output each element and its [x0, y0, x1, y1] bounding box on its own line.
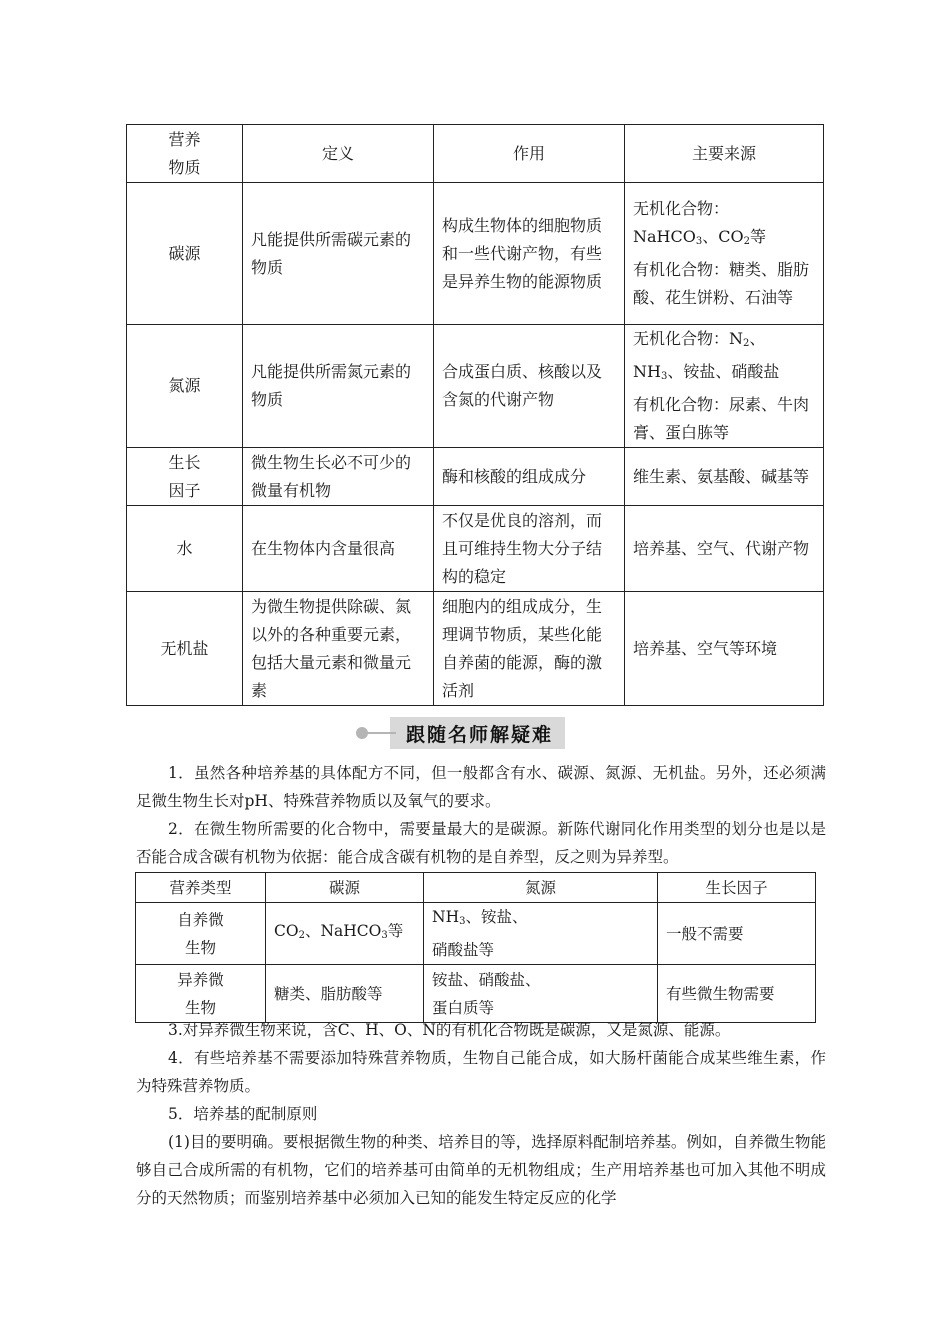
table-row [127, 506, 824, 592]
table-row [127, 592, 824, 706]
carbon-cell: 糖类、脂肪酸等 [266, 965, 424, 1023]
growth-factor-cell: 有些微生物需要 [658, 965, 816, 1023]
table-header-row [136, 873, 816, 903]
badge-line [366, 732, 396, 734]
nutrient-name: 无机盐 [127, 592, 243, 706]
definition-cell: 凡能提供所需氮元素的物质 [243, 325, 434, 448]
nitrogen-cell: $NH_3$、铵盐、 硝酸盐等 [424, 903, 658, 965]
nutrient-table [126, 124, 824, 706]
table-header-row [127, 125, 824, 183]
sources-cell: 培养基、空气、代谢产物 [625, 506, 824, 592]
type-cell: 自养微 生物 [136, 903, 266, 965]
paragraph-1: 1．虽然各种培养基的具体配方不同，但一般都含有水、碳源、氮源、无机盐。另外，还必须满足微生物生长对pH、特殊营养物质以及氧气的要求。 [136, 764, 826, 810]
header-cell: 主要来源 [625, 125, 824, 183]
function-cell: 不仅是优良的溶剂，而且可维持生物大分子结构的稳定 [434, 506, 625, 592]
definition-cell: 微生物生长必不可少的微量有机物 [243, 448, 434, 506]
sources-cell: 培养基、空气等环境 [625, 592, 824, 706]
sources-cell: 维生素、氨基酸、碱基等 [625, 448, 824, 506]
nutrient-name: 氮源 [127, 325, 243, 448]
header-cell: 生长因子 [658, 873, 816, 903]
header-cell: 碳源 [266, 873, 424, 903]
table-row [127, 325, 824, 448]
paragraph-5: 5．培养基的配制原则 [168, 1105, 318, 1123]
paragraph-6: (1)目的要明确。要根据微生物的种类、培养目的等，选择原料配制培养基。例如，自养微生物能够自己合成所需的有机物，它们的培养基可由简单的无机物组成；生产用培养基也可加入其他不明成分的天然物质；而鉴别培养基中必须加入已知的能发生特定反应的化学 [136, 1133, 826, 1207]
function-cell: 细胞内的组成成分，生理调节物质，某些化能自养菌的能源，酶的激活剂 [434, 592, 625, 706]
type-cell: 异养微 生物 [136, 965, 266, 1023]
table-row [127, 183, 824, 325]
growth-factor-cell: 一般不需要 [658, 903, 816, 965]
paragraph-3: 3.对异养微生物来说，含C、H、O、N的有机化合物既是碳源，又是氮源、能源。 [168, 1021, 731, 1039]
definition-cell: 在生物体内含量很高 [243, 506, 434, 592]
nutrient-name: 生长 因子 [127, 448, 243, 506]
nutrient-name: 碳源 [127, 183, 243, 325]
function-cell: 构成生物体的细胞物质和一些代谢产物，有些是异养生物的能源物质 [434, 183, 625, 325]
table-row [136, 965, 816, 1023]
badge-dot-icon [356, 727, 368, 739]
header-cell: 氮源 [424, 873, 658, 903]
header-cell: 营养 物质 [127, 125, 243, 183]
header-cell: 作用 [434, 125, 625, 183]
nutrition-type-table [135, 872, 816, 1023]
nitrogen-cell: 铵盐、硝酸盐、 蛋白质等 [424, 965, 658, 1023]
definition-cell: 为微生物提供除碳、氮以外的各种重要元素，包括大量元素和微量元素 [243, 592, 434, 706]
header-cell: 营养类型 [136, 873, 266, 903]
function-cell: 酶和核酸的组成成分 [434, 448, 625, 506]
paragraph-4: 4．有些培养基不需要添加特殊营养物质，生物自己能合成，如大肠杆菌能合成某些维生素，作为特殊营养物质。 [136, 1049, 826, 1095]
paragraph-2: 2．在微生物所需要的化合物中，需要量最大的是碳源。新陈代谢同化作用类型的划分也是以是否能合成含碳有机物为依据：能合成含碳有机物的是自养型，反之则为异养型。 [136, 820, 826, 866]
sources-cell: 无机化合物： NaHCO$_3$、$CO_2$等 有机化合物：糖类、脂肪酸、花生饼粉、石油等 [625, 183, 824, 325]
header-cell: 定义 [243, 125, 434, 183]
section-title: 跟随名师解疑难 [406, 724, 554, 746]
carbon-cell: $CO_2$、NaHCO$_3$等 [266, 903, 424, 965]
table-row [136, 903, 816, 965]
nutrient-name: 水 [127, 506, 243, 592]
function-cell: 合成蛋白质、核酸以及含氮的代谢产物 [434, 325, 625, 448]
definition-cell: 凡能提供所需碳元素的物质 [243, 183, 434, 325]
sources-cell: 无机化合物：$N_2$、$NH_3$、铵盐、硝酸盐 有机化合物：尿素、牛肉膏、蛋白胨等 [625, 325, 824, 448]
table-row [127, 448, 824, 506]
